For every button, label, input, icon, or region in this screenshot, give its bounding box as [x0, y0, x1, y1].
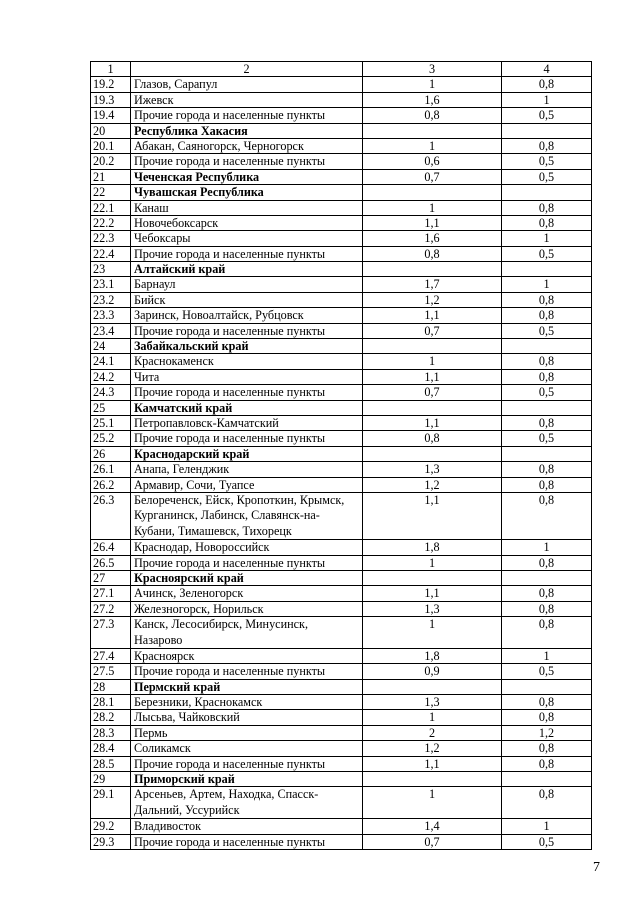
coefficient-3-cell: 1,8 [363, 648, 502, 663]
coefficient-4-cell: 0,5 [502, 834, 592, 849]
table-row [91, 477, 592, 492]
coefficient-3-cell [363, 570, 502, 585]
row-name-cell: Анапа, Геленджик [131, 462, 363, 477]
table-row [91, 648, 592, 663]
row-number-cell: 28.5 [91, 756, 131, 771]
coefficient-4-cell: 0,5 [502, 431, 592, 446]
coefficient-4-cell: 0,8 [502, 492, 592, 539]
row-name-cell: Глазов, Сарапул [131, 77, 363, 92]
table-body [91, 77, 592, 850]
coefficient-4-cell: 0,8 [502, 601, 592, 616]
coefficient-4-cell: 0,8 [502, 586, 592, 601]
coefficient-4-cell: 0,8 [502, 138, 592, 153]
coefficient-4-cell: 0,8 [502, 200, 592, 215]
coefficient-4-cell: 0,8 [502, 756, 592, 771]
coefficient-3-cell: 0,8 [363, 246, 502, 261]
coefficient-4-cell: 0,8 [502, 787, 592, 819]
header-cell: 2 [131, 62, 363, 77]
coefficient-4-cell [502, 123, 592, 138]
table-row [91, 354, 592, 369]
row-number-cell: 23.1 [91, 277, 131, 292]
row-number-cell: 28.1 [91, 695, 131, 710]
row-number-cell: 27.1 [91, 586, 131, 601]
row-number-cell: 22.2 [91, 215, 131, 230]
coefficient-3-cell: 1 [363, 787, 502, 819]
coefficient-3-cell: 1,1 [363, 756, 502, 771]
coefficient-3-cell: 0,8 [363, 431, 502, 446]
row-name-cell: Ачинск, Зеленогорск [131, 586, 363, 601]
row-name-cell: Петропавловск-Камчатский [131, 415, 363, 430]
coefficient-3-cell: 1,2 [363, 292, 502, 307]
region-row [91, 679, 592, 694]
row-name-cell: Прочие города и населенные пункты [131, 385, 363, 400]
coefficient-4-cell: 0,8 [502, 477, 592, 492]
table-row [91, 540, 592, 555]
coefficient-3-cell: 0,7 [363, 834, 502, 849]
row-name-cell: Барнаул [131, 277, 363, 292]
coefficient-4-cell: 0,8 [502, 354, 592, 369]
row-name-cell: Белореченск, Ейск, Кропоткин, Крымск, Курганинск, Лабинск, Славянск-на-Кубани, Тимашевск, Тихорецк [131, 492, 363, 539]
row-name-cell: Канаш [131, 200, 363, 215]
row-number-cell: 22 [91, 185, 131, 200]
row-name-cell: Канск, Лесосибирск, Минусинск, Назарово [131, 617, 363, 649]
table-row [91, 725, 592, 740]
coefficient-3-cell: 1,1 [363, 492, 502, 539]
row-name-cell: Пермь [131, 725, 363, 740]
row-name-cell: Чувашская Республика [131, 185, 363, 200]
table-row [91, 819, 592, 834]
coefficient-3-cell: 1,1 [363, 415, 502, 430]
row-number-cell: 26 [91, 446, 131, 461]
coefficient-4-cell: 0,8 [502, 292, 592, 307]
header-cell: 4 [502, 62, 592, 77]
coefficient-4-cell: 0,8 [502, 308, 592, 323]
coefficient-3-cell: 1,1 [363, 586, 502, 601]
row-name-cell: Забайкальский край [131, 339, 363, 354]
coefficient-3-cell: 0,8 [363, 108, 502, 123]
row-number-cell: 26.4 [91, 540, 131, 555]
region-row [91, 339, 592, 354]
row-number-cell: 27.2 [91, 601, 131, 616]
row-number-cell: 23.4 [91, 323, 131, 338]
coefficient-3-cell: 1,1 [363, 308, 502, 323]
table-row [91, 108, 592, 123]
region-row [91, 446, 592, 461]
row-number-cell: 28 [91, 679, 131, 694]
coefficient-4-cell [502, 185, 592, 200]
coefficient-3-cell: 0,7 [363, 385, 502, 400]
table-row [91, 77, 592, 92]
coefficient-3-cell: 1 [363, 200, 502, 215]
coefficient-3-cell: 1,6 [363, 92, 502, 107]
row-name-cell: Республика Хакасия [131, 123, 363, 138]
region-row [91, 570, 592, 585]
coefficient-3-cell [363, 262, 502, 277]
row-name-cell: Лысьва, Чайковский [131, 710, 363, 725]
coefficient-4-cell: 0,5 [502, 664, 592, 679]
coefficient-3-cell: 1,7 [363, 277, 502, 292]
row-number-cell: 26.1 [91, 462, 131, 477]
table-row [91, 617, 592, 649]
row-name-cell: Заринск, Новоалтайск, Рубцовск [131, 308, 363, 323]
row-number-cell: 22.4 [91, 246, 131, 261]
row-number-cell: 23.2 [91, 292, 131, 307]
page-number: 7 [593, 860, 600, 875]
row-name-cell: Прочие города и населенные пункты [131, 246, 363, 261]
coefficient-3-cell: 1,6 [363, 231, 502, 246]
row-number-cell: 27.4 [91, 648, 131, 663]
table-row [91, 710, 592, 725]
region-row [91, 772, 592, 787]
coefficient-3-cell: 0,9 [363, 664, 502, 679]
coefficient-3-cell: 1 [363, 354, 502, 369]
coefficient-3-cell: 1,8 [363, 540, 502, 555]
coefficient-4-cell [502, 339, 592, 354]
row-name-cell: Ижевск [131, 92, 363, 107]
coefficient-3-cell: 1 [363, 138, 502, 153]
coefficient-3-cell [363, 185, 502, 200]
region-row [91, 400, 592, 415]
row-name-cell: Железногорск, Норильск [131, 601, 363, 616]
coefficient-3-cell: 2 [363, 725, 502, 740]
table-row [91, 586, 592, 601]
table-row [91, 292, 592, 307]
row-name-cell: Владивосток [131, 819, 363, 834]
row-number-cell: 20.2 [91, 154, 131, 169]
row-name-cell: Абакан, Саяногорск, Черногорск [131, 138, 363, 153]
coefficient-4-cell: 0,8 [502, 462, 592, 477]
coefficient-3-cell [363, 400, 502, 415]
coefficient-3-cell: 1 [363, 555, 502, 570]
coefficient-4-cell: 0,5 [502, 246, 592, 261]
coefficient-4-cell: 0,8 [502, 555, 592, 570]
region-row [91, 185, 592, 200]
coefficient-4-cell: 0,8 [502, 215, 592, 230]
coefficient-4-cell: 0,5 [502, 385, 592, 400]
table-row [91, 664, 592, 679]
coefficient-4-cell: 0,8 [502, 77, 592, 92]
table-row [91, 415, 592, 430]
coefficient-4-cell: 1 [502, 540, 592, 555]
coefficient-3-cell: 0,7 [363, 323, 502, 338]
coefficient-3-cell [363, 446, 502, 461]
row-number-cell: 29.2 [91, 819, 131, 834]
row-name-cell: Прочие города и населенные пункты [131, 431, 363, 446]
row-number-cell: 27 [91, 570, 131, 585]
table-row [91, 231, 592, 246]
row-name-cell: Красноярск [131, 648, 363, 663]
row-name-cell: Новочебоксарск [131, 215, 363, 230]
coefficient-4-cell: 0,5 [502, 108, 592, 123]
table-row [91, 555, 592, 570]
table-row [91, 369, 592, 384]
row-name-cell: Березники, Краснокамск [131, 695, 363, 710]
coefficient-4-cell: 0,8 [502, 415, 592, 430]
coefficient-3-cell [363, 772, 502, 787]
row-name-cell: Чебоксары [131, 231, 363, 246]
coefficient-4-cell: 1 [502, 92, 592, 107]
coefficient-4-cell: 0,8 [502, 710, 592, 725]
row-number-cell: 22.1 [91, 200, 131, 215]
row-name-cell: Чита [131, 369, 363, 384]
row-name-cell: Прочие города и населенные пункты [131, 323, 363, 338]
coefficient-3-cell: 1,1 [363, 215, 502, 230]
row-number-cell: 27.5 [91, 664, 131, 679]
row-number-cell: 20 [91, 123, 131, 138]
row-number-cell: 26.2 [91, 477, 131, 492]
table-row [91, 154, 592, 169]
row-name-cell: Армавир, Сочи, Туапсе [131, 477, 363, 492]
table-header-row [91, 62, 592, 77]
region-row [91, 123, 592, 138]
coefficient-4-cell [502, 400, 592, 415]
row-name-cell: Прочие города и населенные пункты [131, 555, 363, 570]
table-row [91, 215, 592, 230]
coefficient-3-cell: 1,3 [363, 695, 502, 710]
coefficient-4-cell [502, 679, 592, 694]
row-number-cell: 25 [91, 400, 131, 415]
table-row [91, 756, 592, 771]
row-number-cell: 24 [91, 339, 131, 354]
coefficient-3-cell: 1,1 [363, 369, 502, 384]
coefficient-3-cell [363, 679, 502, 694]
coefficient-3-cell: 1,2 [363, 741, 502, 756]
table-row [91, 834, 592, 849]
table-row [91, 138, 592, 153]
row-name-cell: Соликамск [131, 741, 363, 756]
row-name-cell: Бийск [131, 292, 363, 307]
table-row [91, 323, 592, 338]
coefficient-3-cell: 1,3 [363, 462, 502, 477]
table-row [91, 246, 592, 261]
row-number-cell: 23 [91, 262, 131, 277]
row-name-cell: Пермский край [131, 679, 363, 694]
table-row [91, 200, 592, 215]
table-row [91, 695, 592, 710]
coefficient-4-cell [502, 446, 592, 461]
row-number-cell: 25.2 [91, 431, 131, 446]
table-row [91, 462, 592, 477]
row-name-cell: Краснодар, Новороссийск [131, 540, 363, 555]
coefficients-table [90, 61, 592, 850]
row-number-cell: 19.2 [91, 77, 131, 92]
coefficient-3-cell: 0,7 [363, 169, 502, 184]
coefficient-3-cell: 1,3 [363, 601, 502, 616]
coefficient-4-cell [502, 262, 592, 277]
row-name-cell: Прочие города и населенные пункты [131, 664, 363, 679]
coefficient-4-cell: 0,8 [502, 741, 592, 756]
header-cell: 3 [363, 62, 502, 77]
row-name-cell: Краснокаменск [131, 354, 363, 369]
row-number-cell: 23.3 [91, 308, 131, 323]
row-number-cell: 24.2 [91, 369, 131, 384]
coefficient-4-cell: 1 [502, 819, 592, 834]
header-cell: 1 [91, 62, 131, 77]
table-row [91, 787, 592, 819]
table-row [91, 277, 592, 292]
row-name-cell: Приморский край [131, 772, 363, 787]
coefficient-3-cell: 1,4 [363, 819, 502, 834]
row-name-cell: Прочие города и населенные пункты [131, 756, 363, 771]
table-row [91, 308, 592, 323]
coefficient-4-cell: 0,8 [502, 695, 592, 710]
table-row [91, 741, 592, 756]
row-number-cell: 25.1 [91, 415, 131, 430]
row-name-cell: Камчатский край [131, 400, 363, 415]
coefficient-3-cell [363, 339, 502, 354]
coefficient-3-cell: 1 [363, 617, 502, 649]
coefficient-4-cell: 0,8 [502, 617, 592, 649]
row-number-cell: 22.3 [91, 231, 131, 246]
row-number-cell: 28.3 [91, 725, 131, 740]
row-name-cell: Прочие города и населенные пункты [131, 154, 363, 169]
row-number-cell: 28.4 [91, 741, 131, 756]
coefficient-3-cell: 1,2 [363, 477, 502, 492]
table-row [91, 385, 592, 400]
coefficient-4-cell: 1,2 [502, 725, 592, 740]
table-row [91, 492, 592, 539]
row-name-cell: Чеченская Республика [131, 169, 363, 184]
coefficient-4-cell: 0,8 [502, 369, 592, 384]
coefficient-4-cell: 1 [502, 277, 592, 292]
row-number-cell: 29.3 [91, 834, 131, 849]
row-number-cell: 28.2 [91, 710, 131, 725]
row-name-cell: Прочие города и населенные пункты [131, 108, 363, 123]
region-row [91, 169, 592, 184]
row-number-cell: 29 [91, 772, 131, 787]
coefficient-4-cell: 0,5 [502, 169, 592, 184]
row-name-cell: Арсеньев, Артем, Находка, Спасск-Дальний, Уссурийск [131, 787, 363, 819]
coefficient-3-cell: 0,6 [363, 154, 502, 169]
row-number-cell: 24.1 [91, 354, 131, 369]
coefficient-4-cell [502, 570, 592, 585]
row-number-cell: 21 [91, 169, 131, 184]
coefficient-4-cell: 0,5 [502, 154, 592, 169]
coefficient-3-cell: 1 [363, 710, 502, 725]
coefficient-4-cell: 1 [502, 648, 592, 663]
coefficient-3-cell [363, 123, 502, 138]
row-name-cell: Алтайский край [131, 262, 363, 277]
row-number-cell: 19.4 [91, 108, 131, 123]
coefficient-3-cell: 1 [363, 77, 502, 92]
row-number-cell: 19.3 [91, 92, 131, 107]
row-name-cell: Краснодарский край [131, 446, 363, 461]
row-number-cell: 29.1 [91, 787, 131, 819]
table-row [91, 92, 592, 107]
coefficient-4-cell: 0,5 [502, 323, 592, 338]
coefficient-4-cell: 1 [502, 231, 592, 246]
table-row [91, 431, 592, 446]
row-number-cell: 26.5 [91, 555, 131, 570]
region-row [91, 262, 592, 277]
row-number-cell: 27.3 [91, 617, 131, 649]
row-name-cell: Прочие города и населенные пункты [131, 834, 363, 849]
row-number-cell: 20.1 [91, 138, 131, 153]
coefficient-4-cell [502, 772, 592, 787]
row-number-cell: 26.3 [91, 492, 131, 539]
row-name-cell: Красноярский край [131, 570, 363, 585]
row-number-cell: 24.3 [91, 385, 131, 400]
table-row [91, 601, 592, 616]
